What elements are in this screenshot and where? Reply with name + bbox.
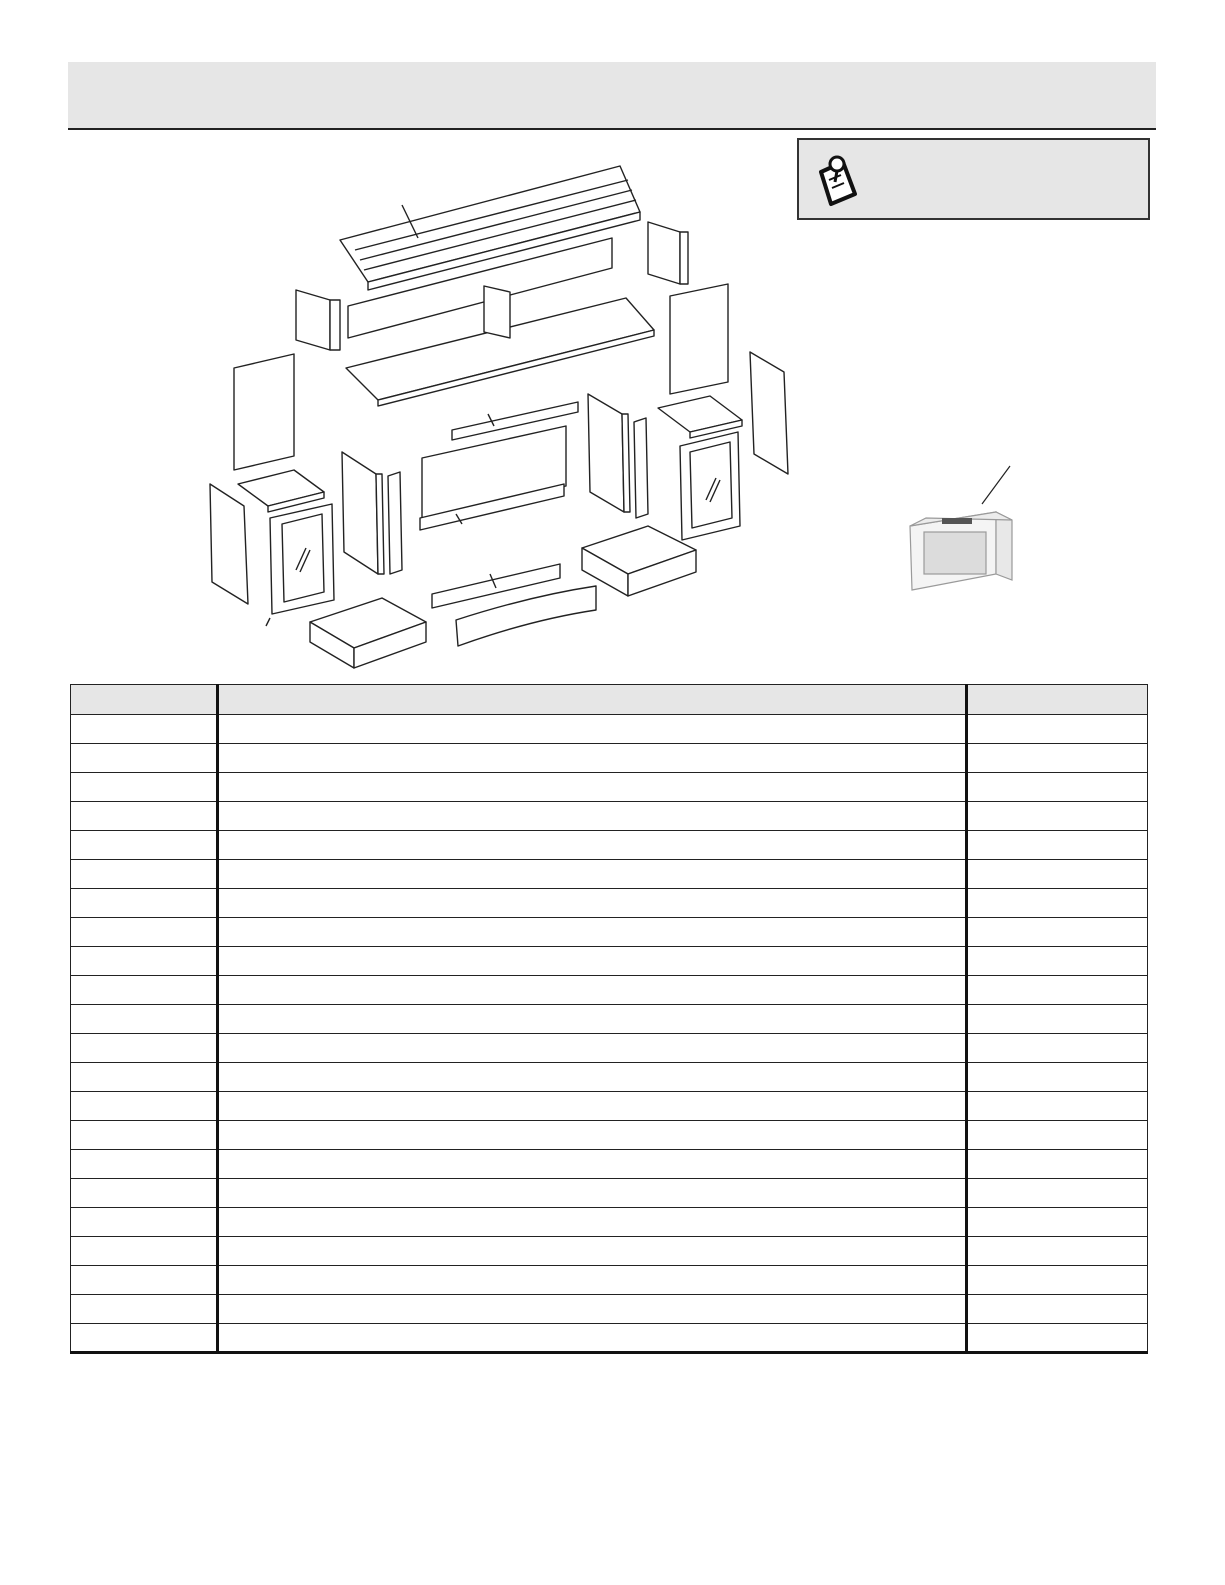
- left-inner-side: [342, 452, 378, 574]
- right-front-post: [634, 418, 648, 518]
- table-row: [71, 1324, 1148, 1353]
- description-cell: [217, 831, 966, 860]
- part-cell: [71, 1092, 218, 1121]
- table-row: [71, 1063, 1148, 1092]
- table-row: [71, 744, 1148, 773]
- quantity-cell: [966, 1266, 1147, 1295]
- table-row: [71, 1121, 1148, 1150]
- quantity-cell: [966, 1324, 1147, 1353]
- table-row: [71, 1295, 1148, 1324]
- table-row: [71, 1208, 1148, 1237]
- quantity-cell: [966, 889, 1147, 918]
- part-cell: [71, 1121, 218, 1150]
- exploded-parts-diagram: [180, 150, 1060, 680]
- part-cell: [71, 976, 218, 1005]
- part-cell: [71, 918, 218, 947]
- description-cell: [217, 1063, 966, 1092]
- left-side-panel: [210, 484, 248, 604]
- part-cell: [71, 773, 218, 802]
- description-cell: [217, 1092, 966, 1121]
- description-cell: [217, 744, 966, 773]
- col-header-description: [217, 685, 966, 715]
- table-row: [71, 831, 1148, 860]
- description-cell: [217, 802, 966, 831]
- part-cell: [71, 831, 218, 860]
- quantity-cell: [966, 976, 1147, 1005]
- part-cell: [71, 1266, 218, 1295]
- quantity-cell: [966, 802, 1147, 831]
- table-row: [71, 773, 1148, 802]
- left-front-post: [388, 472, 402, 574]
- table-row: [71, 1034, 1148, 1063]
- quantity-cell: [966, 1063, 1147, 1092]
- table-row: [71, 802, 1148, 831]
- part-cell: [71, 1237, 218, 1266]
- quantity-cell: [966, 1150, 1147, 1179]
- center-divider: [484, 286, 510, 338]
- part-cell: [71, 1324, 218, 1353]
- description-cell: [217, 1208, 966, 1237]
- description-cell: [217, 773, 966, 802]
- table-row: [71, 1092, 1148, 1121]
- table-row: [71, 715, 1148, 744]
- part-cell: [71, 860, 218, 889]
- description-cell: [217, 1295, 966, 1324]
- description-cell: [217, 1121, 966, 1150]
- col-header-quantity: [966, 685, 1147, 715]
- right-back-panel: [670, 284, 728, 394]
- quantity-cell: [966, 831, 1147, 860]
- header-band: [68, 62, 1156, 130]
- table-row: [71, 1179, 1148, 1208]
- quantity-cell: [966, 1208, 1147, 1237]
- part-cell: [71, 744, 218, 773]
- part-cell: [71, 1034, 218, 1063]
- description-cell: [217, 1034, 966, 1063]
- table-header-row: [71, 685, 1148, 715]
- part-cell: [71, 1295, 218, 1324]
- quantity-cell: [966, 773, 1147, 802]
- description-cell: [217, 889, 966, 918]
- right-inner-side: [588, 394, 624, 512]
- quantity-cell: [966, 1121, 1147, 1150]
- description-cell: [217, 918, 966, 947]
- quantity-cell: [966, 1034, 1147, 1063]
- part-cell: [71, 1005, 218, 1034]
- quantity-cell: [966, 744, 1147, 773]
- part-cell: [71, 1208, 218, 1237]
- left-back-panel: [234, 354, 294, 470]
- part-cell: [71, 889, 218, 918]
- part-cell: [71, 947, 218, 976]
- quantity-cell: [966, 918, 1147, 947]
- table-row: [71, 1266, 1148, 1295]
- quantity-cell: [966, 860, 1147, 889]
- quantity-cell: [966, 1295, 1147, 1324]
- quantity-cell: [966, 1005, 1147, 1034]
- part-cell: [71, 1179, 218, 1208]
- description-cell: [217, 715, 966, 744]
- table-row: [71, 976, 1148, 1005]
- table-row: [71, 1237, 1148, 1266]
- table-row: [71, 1005, 1148, 1034]
- col-header-part: [71, 685, 218, 715]
- description-cell: [217, 947, 966, 976]
- table-row: [71, 947, 1148, 976]
- description-cell: [217, 860, 966, 889]
- table-row: [71, 1150, 1148, 1179]
- description-cell: [217, 1237, 966, 1266]
- quantity-cell: [966, 1237, 1147, 1266]
- description-cell: [217, 1005, 966, 1034]
- left-upright: [296, 290, 330, 350]
- part-cell: [71, 802, 218, 831]
- table-row: [71, 918, 1148, 947]
- quantity-cell: [966, 1092, 1147, 1121]
- description-cell: [217, 1324, 966, 1353]
- right-side-panel: [750, 352, 788, 474]
- description-cell: [217, 1179, 966, 1208]
- right-upright: [648, 222, 680, 284]
- quantity-cell: [966, 947, 1147, 976]
- parts-table: [70, 684, 1148, 1354]
- description-cell: [217, 976, 966, 1005]
- part-cell: [71, 1150, 218, 1179]
- table-row: [71, 860, 1148, 889]
- part-cell: [71, 715, 218, 744]
- fireplace-insert: [910, 466, 1012, 590]
- part-cell: [71, 1063, 218, 1092]
- description-cell: [217, 1266, 966, 1295]
- description-cell: [217, 1150, 966, 1179]
- quantity-cell: [966, 1179, 1147, 1208]
- quantity-cell: [966, 715, 1147, 744]
- table-row: [71, 889, 1148, 918]
